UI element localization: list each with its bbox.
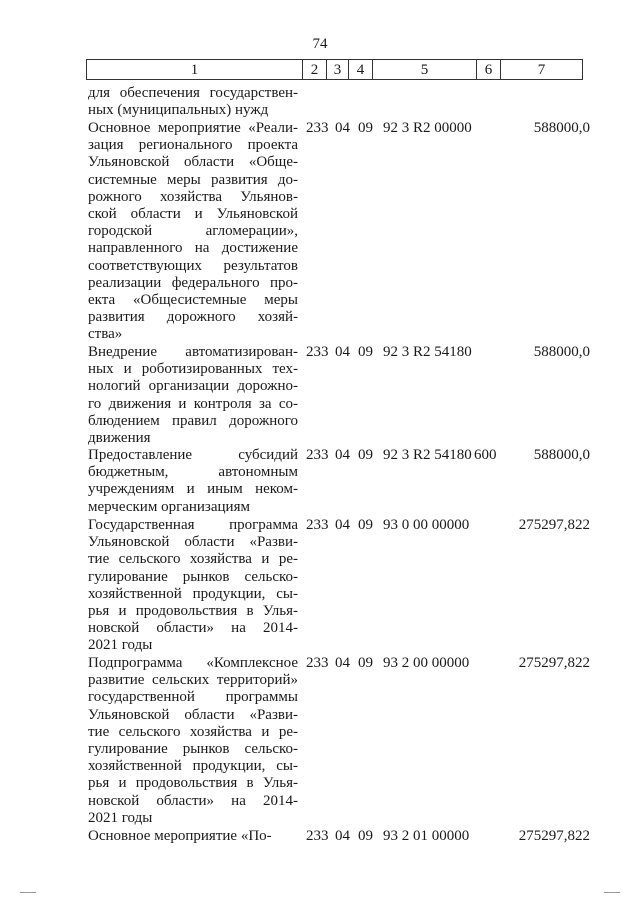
cell-section: 04 — [335, 517, 350, 533]
description-line: ных и роботизированных тех- — [88, 361, 298, 378]
cell-subsection: 09 — [358, 517, 373, 533]
cell-target-article: 93 2 01 00000 — [383, 828, 470, 844]
column-header-row — [87, 60, 583, 80]
description-line: зация регионального проекта — [88, 137, 298, 154]
description-line: развитие сельских территорий» — [88, 672, 298, 689]
cell-admin-code: 233 — [306, 344, 329, 360]
description-line: гулирование рынков сельско- — [88, 568, 298, 585]
description-line: ства» — [88, 326, 123, 343]
description-line: екта «Общесистемные меры — [88, 291, 298, 308]
cell-section: 04 — [335, 344, 350, 360]
description-line: тие сельского хозяйства и ре- — [88, 723, 298, 740]
description-line: мерческим организациям — [88, 498, 250, 515]
description-line: новской области» на 2014- — [88, 792, 298, 809]
description-line: развития дорожного хозяй- — [88, 309, 298, 326]
description-line: Предоставление субсидий — [88, 447, 298, 463]
description-line: для обеспечения государствен- — [88, 85, 298, 101]
column-header-7: 7 — [501, 60, 583, 80]
cell-target-article: 92 3 R2 00000 — [383, 120, 472, 136]
description-line: движения — [88, 429, 151, 446]
description-line: городской агломерации», — [88, 223, 298, 240]
description-line: Основное мероприятие «По- — [88, 828, 272, 844]
cell-amount: 588000,0 — [533, 120, 590, 136]
description-line: Государственная программа — [88, 517, 298, 533]
description-line: Ульяновской области «Разви- — [88, 534, 298, 551]
cell-admin-code: 233 — [306, 828, 329, 844]
description-line: нологий организации дорожно- — [88, 378, 298, 395]
cell-amount: 275297,822 — [518, 655, 590, 671]
description-line: рожного хозяйства Ульянов- — [88, 188, 298, 205]
description-line: Основное мероприятие «Реали- — [88, 120, 298, 136]
description-line: гулирование рынков сельско- — [88, 740, 298, 757]
cell-amount: 588000,0 — [533, 344, 590, 360]
row-description — [88, 828, 298, 845]
cell-subsection: 09 — [358, 655, 373, 671]
column-header-3: 3 — [327, 60, 349, 80]
description-line: новской области» на 2014- — [88, 620, 298, 637]
description-line: учреждениям и иным неком- — [88, 481, 298, 498]
cell-subsection: 09 — [358, 344, 373, 360]
cell-admin-code: 233 — [306, 447, 329, 463]
column-header-5: 5 — [373, 60, 477, 80]
description-line: хозяйственной продукции, сы- — [88, 585, 298, 602]
column-header-table — [86, 59, 583, 80]
description-line: рья и продовольствия в Улья- — [88, 602, 298, 619]
row-description — [88, 344, 298, 447]
description-line: системные меры развития до- — [88, 171, 298, 188]
cell-section: 04 — [335, 447, 350, 463]
cell-target-article: 92 3 R2 54180 — [383, 447, 472, 463]
cell-section: 04 — [335, 120, 350, 136]
cell-subsection: 09 — [358, 447, 373, 463]
description-line: соответствующих результатов — [88, 257, 298, 274]
row-description — [88, 120, 298, 343]
description-line: 2021 годы — [88, 809, 153, 826]
description-line: тие сельского хозяйства и ре- — [88, 551, 298, 568]
row-description — [88, 655, 298, 827]
description-line: ской области и Ульяновской — [88, 205, 298, 222]
description-line: 2021 годы — [88, 637, 153, 654]
cell-amount: 275297,822 — [518, 517, 590, 533]
description-line: государственной программы — [88, 689, 298, 706]
cell-admin-code: 233 — [306, 120, 329, 136]
scan-edge-mark — [604, 892, 620, 893]
column-header-4: 4 — [349, 60, 373, 80]
description-line: реализации федерального про- — [88, 274, 298, 291]
cell-target-article: 92 3 R2 54180 — [383, 344, 472, 360]
description-line: бюджетным, автономным — [88, 464, 298, 481]
cell-target-article: 93 2 00 00000 — [383, 655, 470, 671]
cell-admin-code: 233 — [306, 655, 329, 671]
description-line: направленного на достижение — [88, 240, 298, 257]
description-line: Ульяновской области «Разви- — [88, 706, 298, 723]
row-description — [88, 447, 298, 516]
row-description — [88, 517, 298, 655]
cell-amount: 275297,822 — [518, 828, 590, 844]
description-line: Внедрение автоматизирован- — [88, 344, 298, 360]
cell-target-article: 93 0 00 00000 — [383, 517, 470, 533]
description-line: ных (муниципальных) нужд — [88, 102, 269, 119]
cell-subsection: 09 — [358, 828, 373, 844]
description-line: го движения и контроля за со- — [88, 395, 298, 412]
column-header-6: 6 — [477, 60, 501, 80]
cell-section: 04 — [335, 655, 350, 671]
description-line: Ульяновской области «Обще- — [88, 154, 298, 171]
cell-section: 04 — [335, 828, 350, 844]
description-line: хозяйственной продукции, сы- — [88, 758, 298, 775]
row-description — [88, 85, 298, 119]
cell-subsection: 09 — [358, 120, 373, 136]
cell-amount: 588000,0 — [533, 447, 590, 463]
description-line: рья и продовольствия в Улья- — [88, 775, 298, 792]
description-line: блюдением правил дорожного — [88, 412, 298, 429]
scan-edge-mark — [20, 892, 36, 893]
description-line: Подпрограмма «Комплексное — [88, 655, 298, 671]
column-header-1: 1 — [87, 60, 303, 80]
cell-expense-type: 600 — [474, 447, 497, 463]
cell-admin-code: 233 — [306, 517, 329, 533]
page-number: 74 — [312, 36, 328, 52]
column-header-2: 2 — [303, 60, 327, 80]
